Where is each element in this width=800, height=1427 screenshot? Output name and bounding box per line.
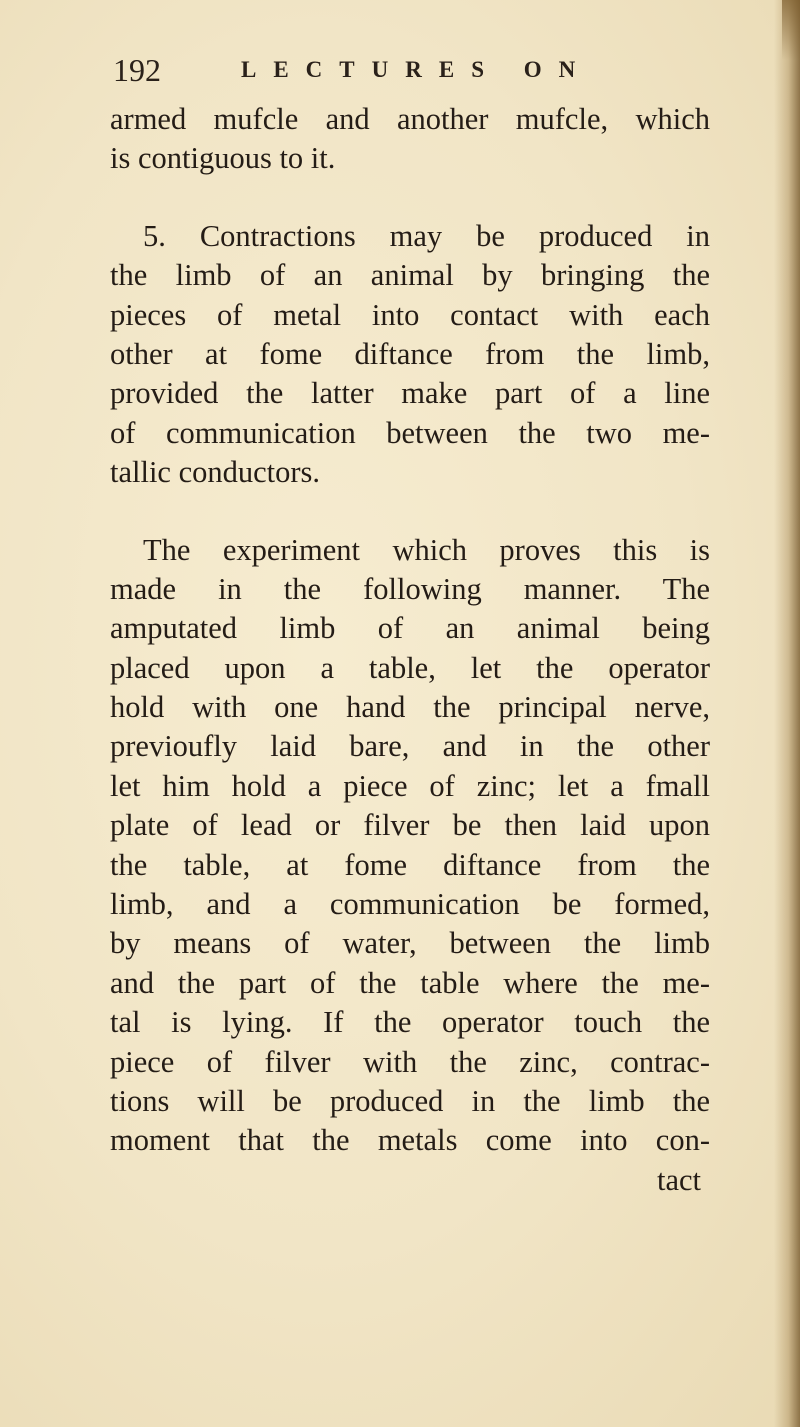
text-line: piece of filver with the zinc, contrac-: [110, 1044, 710, 1079]
text-line: 5. Contractions may be produced in: [143, 218, 710, 253]
text-line: by means of water, between the limb: [110, 926, 710, 961]
text-line: and the part of the table where the me-: [110, 965, 710, 1000]
text-line: provided the latter make part of a line: [110, 376, 710, 411]
text-line: of communication between the two me-: [110, 415, 710, 450]
text-line: the table, at fome diftance from the: [110, 847, 710, 882]
page-number: 192: [113, 52, 161, 88]
text-line: The experiment which proves this is: [143, 532, 710, 567]
page-gutter-shadow: [774, 0, 800, 1427]
text-line: limb, and a communication be formed,: [110, 887, 710, 922]
text-line: tions will be produced in the limb the: [110, 1083, 710, 1118]
text-line: let him hold a piece of zinc; let a fmall: [110, 768, 710, 803]
text-line: placed upon a table, let the operator: [110, 650, 710, 685]
text-line: armed mufcle and another mufcle, which: [110, 102, 710, 136]
text-line: made in the following manner. The: [110, 571, 710, 606]
paragraph-gap: [110, 493, 710, 531]
text-line: tal is lying. If the operator touch the: [110, 1005, 710, 1040]
text-line: hold with one hand the principal nerve,: [110, 690, 710, 725]
text-line: amputated limb of an animal being: [110, 611, 710, 646]
paragraph-1: [110, 100, 710, 179]
text-line: is contiguous to it.: [110, 141, 336, 176]
paragraph-3: [110, 531, 710, 1201]
text-line: moment that the metals come into con-: [110, 1123, 710, 1158]
catchword: tact: [656, 1162, 701, 1197]
paragraph-gap: [110, 179, 710, 217]
running-head: LECTURES ON: [241, 57, 593, 82]
body-text: [110, 100, 710, 1200]
text-line: pieces of metal into contact with each: [110, 297, 710, 332]
text-line: tallic conductors.: [110, 455, 321, 490]
text-line: plate of lead or filver be then laid upon: [110, 808, 710, 843]
paragraph-2: [110, 217, 710, 493]
text-line: previoufly laid bare, and in the other: [110, 729, 710, 764]
page-corner-stain: [782, 0, 800, 60]
text-line: other at fome diftance from the limb,: [110, 336, 710, 371]
page-header: [113, 50, 713, 90]
text-line: the limb of an animal by bringing the: [110, 258, 710, 293]
